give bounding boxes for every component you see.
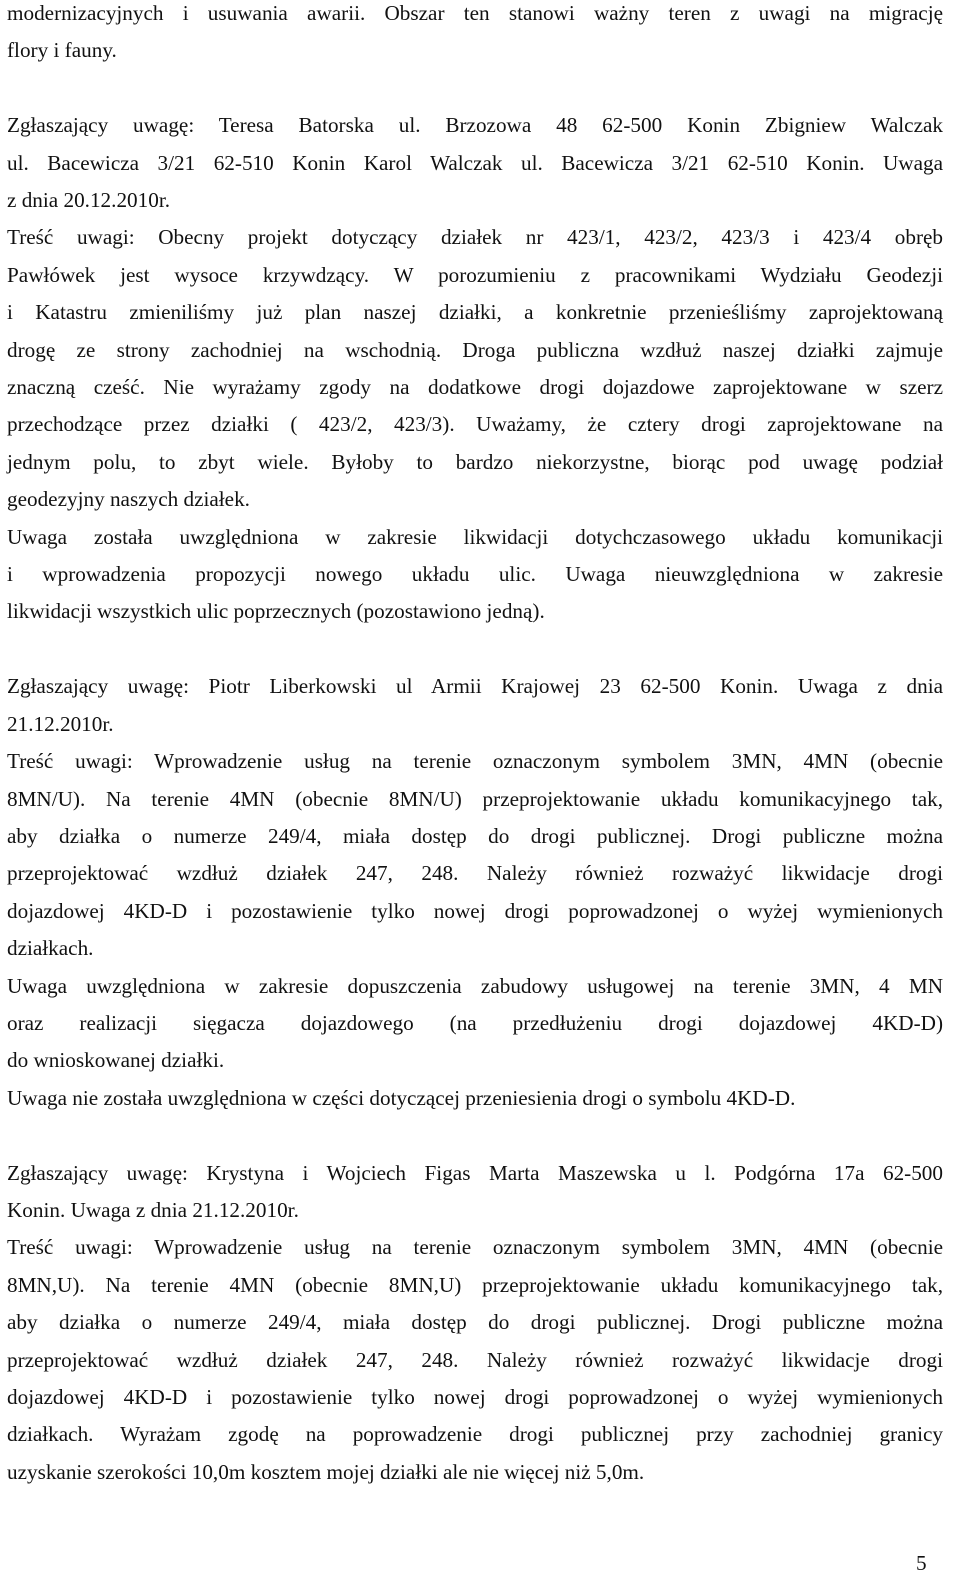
- submission-1-submitter: [7, 107, 943, 219]
- text-line: Uwaga nie została uwzględniona w części dotyczącej przeniesienia drogi o symbolu 4KD-D.: [7, 1085, 796, 1110]
- text-line: oraz realizacji sięgacza dojazdowego (na przedłużeniu drogi dojazdowej 4KD-D): [7, 1010, 943, 1035]
- text-line: ul. Bacewicza 3/21 62-510 Konin Karol Walczak ul. Bacewicza 3/21 62-510 Konin. Uwaga: [7, 150, 943, 175]
- text-line: Konin. Uwaga z dnia 21.12.2010r.: [7, 1197, 299, 1222]
- text-line: Treść uwagi: Wprowadzenie usług na terenie oznaczonym symbolem 3MN, 4MN (obecnie: [7, 1235, 943, 1260]
- text-line: znaczną cześć. Nie wyrażamy zgody na dodatkowe drogi dojazdowe zaprojektowane w szerz: [7, 375, 943, 400]
- text-line: jednym polu, to zbyt wiele. Byłoby to bardzo niekorzystne, biorąc pod uwagę podział: [7, 449, 943, 474]
- text-line: Treść uwagi: Obecny projekt dotyczący działek nr 423/1, 423/2, 423/3 i 423/4 obręb: [7, 225, 943, 250]
- continuation-paragraph: [7, 0, 943, 70]
- document-page: [7, 0, 943, 1491]
- text-line: z dnia 20.12.2010r.: [7, 188, 171, 213]
- paragraph-gap: [7, 70, 943, 107]
- submission-3-content: [7, 1229, 943, 1491]
- text-line: Uwaga uwzględniona w zakresie dopuszczenia zabudowy usługowej na terenie 3MN, 4 MN: [7, 973, 943, 998]
- submission-3-submitter: [7, 1155, 943, 1230]
- text-line: flory i fauny.: [7, 38, 117, 63]
- text-line: dojazdowej 4KD-D i pozostawienie tylko nowej drogi poprowadzonej o wyżej wymienionych: [7, 898, 943, 923]
- text-line: działkach.: [7, 936, 94, 961]
- text-line: do wnioskowanej działki.: [7, 1048, 225, 1073]
- text-line: 8MN,U). Na terenie 4MN (obecnie 8MN,U) przeprojektowanie układu komunikacyjnego tak,: [7, 1272, 943, 1297]
- text-line: działkach. Wyrażam zgodę na poprowadzenie drogi publicznej przy zachodniej granicy: [7, 1422, 943, 1447]
- paragraph-gap: [7, 631, 943, 668]
- text-line: Treść uwagi: Wprowadzenie usług na terenie oznaczonym symbolem 3MN, 4MN (obecnie: [7, 749, 943, 774]
- text-line: przeprojektować wzdłuż działek 247, 248. Należy również rozważyć likwidacje drogi: [7, 1347, 943, 1372]
- submission-2-submitter: [7, 668, 943, 743]
- text-line: 21.12.2010r.: [7, 711, 114, 736]
- text-line: Zgłaszający uwagę: Krystyna i Wojciech Figas Marta Maszewska u l. Podgórna 17a 62-500: [7, 1160, 943, 1185]
- text-line: Pawłówek jest wysoce krzywdzący. W porozumieniu z pracownikami Wydziału Geodezji: [7, 262, 943, 287]
- text-line: modernizacyjnych i usuwania awarii. Obszar ten stanowi ważny teren z uwagi na migrację: [7, 1, 943, 25]
- submission-1-resolution: [7, 519, 943, 631]
- text-line: przechodzące przez działki ( 423/2, 423/3). Uważamy, że cztery drogi zaprojektowane na: [7, 412, 943, 437]
- text-line: Zgłaszający uwagę: Piotr Liberkowski ul Armii Krajowej 23 62-500 Konin. Uwaga z dnia: [7, 674, 943, 699]
- text-line: 8MN/U). Na terenie 4MN (obecnie 8MN/U) przeprojektowanie układu komunikacyjnego tak,: [7, 786, 943, 811]
- text-line: geodezyjny naszych działek.: [7, 487, 250, 512]
- text-line: likwidacji wszystkich ulic poprzecznych (pozostawiono jedną).: [7, 599, 545, 624]
- text-line: Zgłaszający uwagę: Teresa Batorska ul. Brzozowa 48 62-500 Konin Zbigniew Walczak: [7, 113, 943, 138]
- submission-1-content: [7, 219, 943, 518]
- text-line: Uwaga została uwzględniona w zakresie likwidacji dotychczasowego układu komunikacji: [7, 524, 943, 549]
- text-line: dojazdowej 4KD-D i pozostawienie tylko nowej drogi poprowadzonej o wyżej wymienionych: [7, 1384, 943, 1409]
- submission-2-content: [7, 743, 943, 967]
- text-line: drogę ze strony zachodniej na wschodnią. Droga publiczna wzdłuż naszej działki zajmuje: [7, 337, 943, 362]
- text-line: i Katastru zmieniliśmy już plan naszej działki, a konkretnie przenieśliśmy zaprojektowaną: [7, 300, 943, 325]
- text-line: aby działka o numerze 249/4, miała dostęp do drogi publicznej. Drogi publiczne można: [7, 823, 943, 848]
- submission-2-resolution: [7, 968, 943, 1118]
- text-line: przeprojektować wzdłuż działek 247, 248. Należy również rozważyć likwidacje drogi: [7, 861, 943, 886]
- paragraph-gap: [7, 1117, 943, 1154]
- text-line: uzyskanie szerokości 10,0m kosztem mojej działki ale nie więcej niż 5,0m.: [7, 1459, 645, 1484]
- page-number: 5: [916, 1551, 927, 1575]
- text-line: i wprowadzenia propozycji nowego układu ulic. Uwaga nieuwzględniona w zakresie: [7, 562, 943, 587]
- text-line: aby działka o numerze 249/4, miała dostęp do drogi publicznej. Drogi publiczne można: [7, 1310, 943, 1335]
